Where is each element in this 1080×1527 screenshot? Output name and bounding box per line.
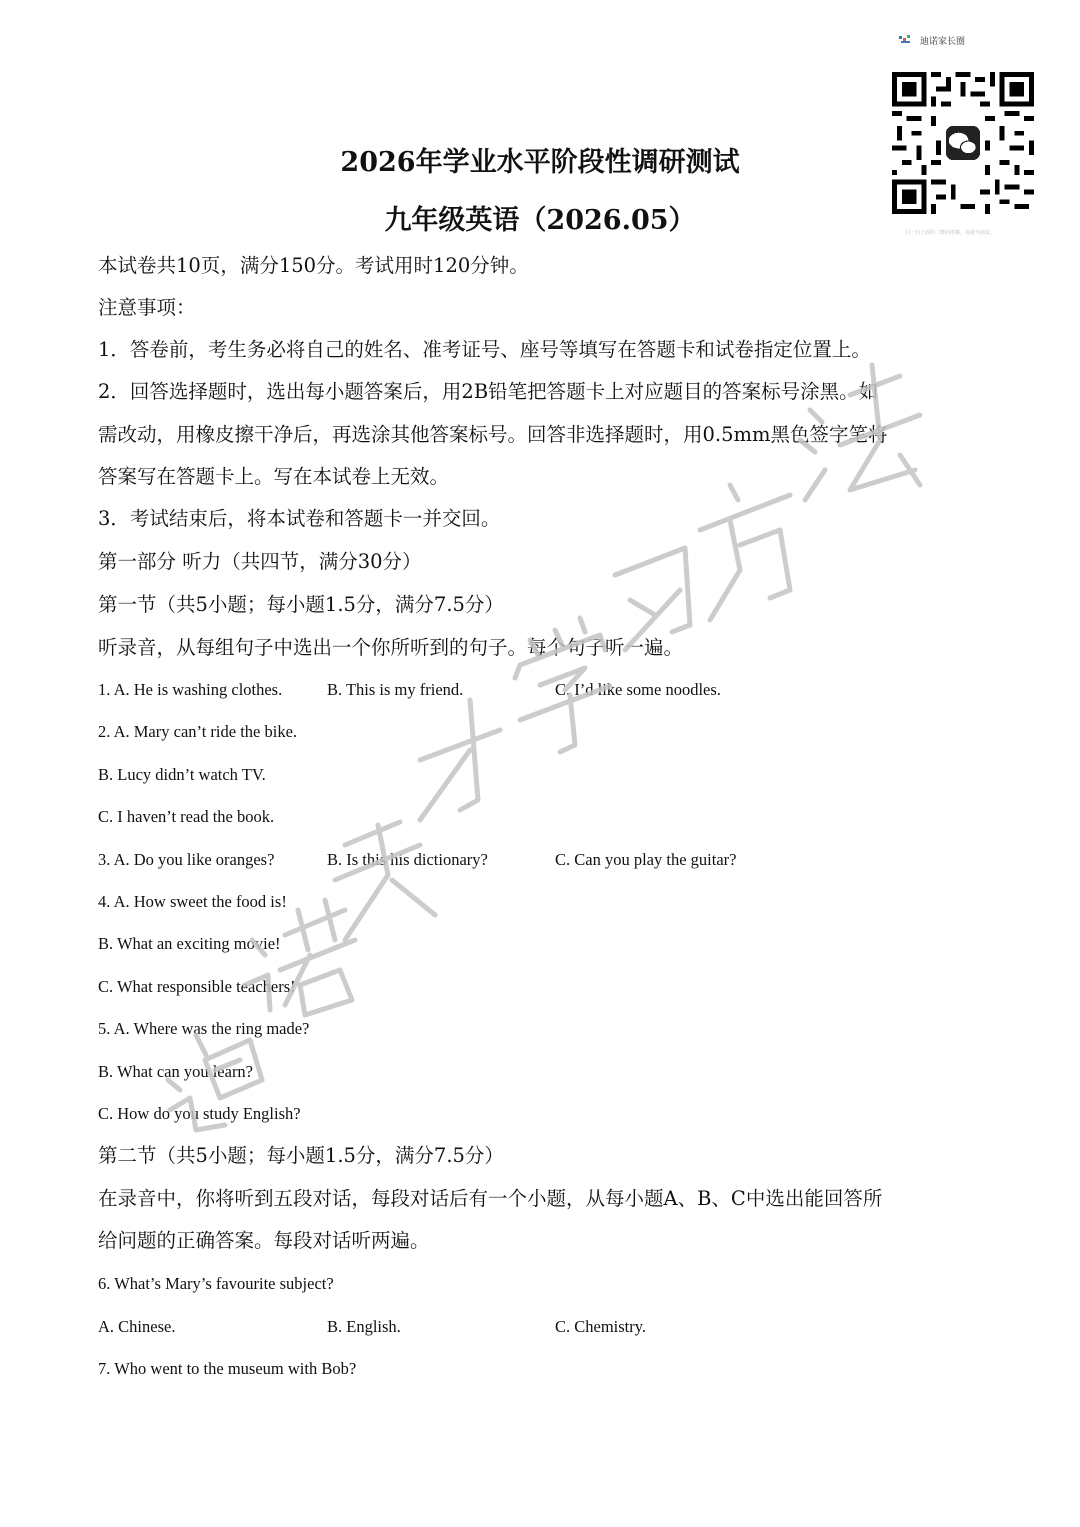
q4-option-a: 4. A. How sweet the food is! [98, 892, 287, 911]
brand-name: 迪诺家长圈 [920, 36, 966, 47]
qr-caption: 扫一扫上面的二维码图案，加我为朋友。 [905, 230, 996, 236]
q1-option-b: B. This is my friend. [327, 680, 464, 699]
q3-option-c: C. Can you play the guitar? [555, 850, 737, 869]
q1-option-c: C. I’d like some noodles. [555, 680, 721, 699]
q6-question: 6. What’s Mary’s favourite subject? [98, 1274, 334, 1293]
q7-question: 7. Who went to the museum with Bob? [98, 1359, 357, 1378]
q2-option-c: C. I haven’t read the book. [98, 807, 275, 826]
q6-option-b: B. English. [327, 1317, 401, 1336]
q2-option-b: B. Lucy didn’t watch TV. [98, 765, 266, 784]
q4-option-b: B. What an exciting movie! [98, 934, 281, 953]
notice-item-2-line-1: 2．回答选择题时，选出每小题答案后，用2B铅笔把答题卡上对应题目的答案标号涂黑。如 [98, 380, 879, 403]
exam-subtitle: 九年级英语（2026.05） [384, 205, 696, 236]
q1-option-a: 1. A. He is washing clothes. [98, 680, 283, 699]
q6-option-c: C. Chemistry. [555, 1317, 647, 1336]
q5-option-c: C. How do you study English? [98, 1104, 301, 1123]
brand [898, 33, 965, 47]
q2-option-a: 2. A. Mary can’t ride the bike. [98, 722, 298, 741]
intro-line: 本试卷共10页，满分150分。考试用时120分钟。 [98, 254, 529, 277]
exam-title: 2026年学业水平阶段性调研测试 [340, 147, 740, 178]
notice-heading: 注意事项： [98, 296, 196, 319]
q3-option-b: B. Is this his dictionary? [327, 850, 488, 869]
q5-option-b: B. What can you learn? [98, 1062, 254, 1081]
notice-item-2-line-3: 答案写在答题卡上。写在本试卷上无效。 [98, 465, 450, 488]
notice-item-3: 3．考试结束后，将本试卷和答题卡一并交回。 [98, 507, 501, 530]
section2-instruction-line-2: 给问题的正确答案。每段对话听两遍。 [98, 1229, 430, 1252]
brand-logo-icon [898, 34, 914, 46]
section2-instruction-line-1: 在录音中，你将听到五段对话，每段对话后有一个小题，从每小题A、B、C中选出能回答所 [98, 1187, 883, 1210]
section2-heading: 第二节（共5小题；每小题1.5分，满分7.5分） [98, 1144, 504, 1167]
notice-item-2-line-2: 需改动，用橡皮擦干净后，再选涂其他答案标号。回答非选择题时，用0.5mm黑色签字笔将 [98, 423, 888, 446]
q5-option-a: 5. A. Where was the ring made? [98, 1019, 310, 1038]
section1-heading: 第一节（共5小题；每小题1.5分，满分7.5分） [98, 593, 504, 616]
section1-instruction: 听录音，从每组句子中选出一个你所听到的句子。每个句子听一遍。 [98, 636, 684, 659]
notice-item-1: 1．答卷前，考生务必将自己的姓名、准考证号、座号等填写在答题卡和试卷指定位置上。 [98, 338, 871, 361]
q6-option-a: A. Chinese. [98, 1317, 176, 1336]
q4-option-c: C. What responsible teachers! [98, 977, 296, 996]
part1-heading: 第一部分 听力（共四节，满分30分） [98, 550, 422, 573]
q3-option-a: 3. A. Do you like oranges? [98, 850, 275, 869]
